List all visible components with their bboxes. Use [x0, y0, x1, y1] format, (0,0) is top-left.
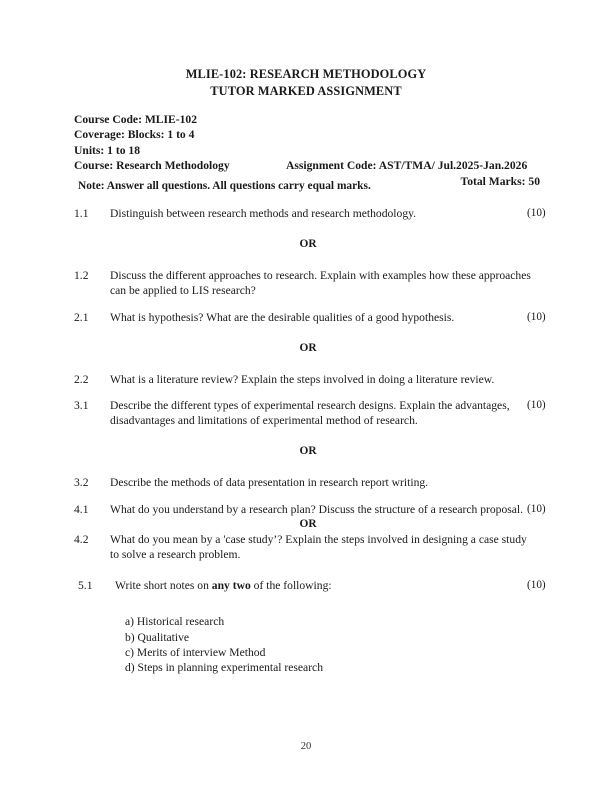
question-item [0, 206, 612, 221]
question-item [0, 475, 612, 490]
question-number: 3.1 [74, 399, 89, 413]
meta-coverage: Coverage: Blocks: 1 to 4 [74, 128, 195, 142]
meta-course-code: Course Code: MLIE-102 [74, 113, 198, 126]
spacer [0, 491, 612, 502]
list-item: c) Merits of interview Method [125, 645, 266, 659]
spacer [0, 356, 612, 372]
question-number: 2.1 [74, 310, 89, 324]
question-text-emphasis: any two [211, 579, 251, 593]
meta-course-name: Course: Research Methodology [74, 159, 230, 173]
question-number: 2.2 [74, 372, 89, 386]
question-item [0, 268, 612, 298]
question-marks: (10) [527, 399, 546, 412]
title-line-2: TUTOR MARKED ASSIGNMENT [210, 84, 402, 98]
question-text-tail: of the following: [250, 579, 332, 593]
or-separator: OR [299, 517, 317, 530]
spacer [0, 459, 612, 475]
question-text: Distinguish between research methods and research methodology. [110, 207, 417, 220]
spacer [0, 562, 612, 578]
list-item: a) Historical research [125, 615, 225, 629]
question-item [0, 398, 612, 428]
question-number: 5.1 [78, 579, 93, 593]
instructions-note: Note: Answer all questions. All questions carry equal marks. [78, 180, 371, 192]
question-text-lead: Write short notes on [115, 579, 212, 593]
meta-total-marks: Total Marks: 50 [460, 174, 540, 188]
question-number: 3.2 [74, 476, 89, 490]
spacer [0, 299, 612, 310]
or-separator: OR [299, 238, 317, 251]
meta-course-row [74, 158, 540, 173]
spacer [0, 325, 612, 341]
question-item [0, 502, 612, 517]
question-text: Describe the different types of experimental research designs. Explain the advantages, disadvantages and limitations of experimental method of research. [110, 399, 510, 428]
question-text: Describe the methods of data presentation in research report writing. [110, 476, 429, 490]
question-item [0, 372, 612, 387]
question-marks: (10) [527, 207, 546, 219]
question-number: 1.2 [74, 269, 89, 283]
question-number: 4.1 [74, 502, 89, 516]
meta-assignment-code: Assignment Code: AST/TMA/ Jul.2025-Jan.2026 [286, 159, 528, 173]
spacer [0, 428, 612, 444]
question-text: What do you mean by a 'case study’? Explain the steps involved in designing a case study to solve a research problem. [110, 532, 527, 562]
course-meta-block [74, 112, 540, 189]
question-list [0, 206, 612, 675]
question-item [0, 532, 612, 562]
question-text [115, 578, 537, 593]
question-text: Discuss the different approaches to research. Explain with examples how these approaches can be applied to LIS research? [110, 269, 531, 298]
or-separator: OR [299, 341, 317, 354]
spacer [0, 252, 612, 268]
question-text: What is a literature review? Explain the steps involved in doing a literature review. [110, 372, 495, 386]
meta-units: Units: 1 to 18 [74, 143, 141, 157]
list-item: d) Steps in planning experimental research [125, 661, 323, 675]
question-marks: (10) [527, 579, 546, 592]
question-subitem-list [125, 614, 612, 675]
question-number: 4.2 [74, 532, 89, 546]
question-item [0, 310, 612, 325]
title-line-1: MLIE-102: RESEARCH METHODOLOGY [185, 67, 427, 81]
question-text: What do you understand by a research plan? Discuss the structure of a research proposal. [110, 502, 524, 516]
or-separator: OR [299, 445, 317, 458]
question-marks: (10) [527, 502, 546, 515]
question-item [0, 578, 612, 593]
spacer [0, 387, 612, 398]
page-number: 20 [300, 741, 312, 752]
spacer [0, 221, 612, 237]
spacer [0, 593, 612, 609]
list-item: b) Qualitative [125, 630, 190, 644]
question-number: 1.1 [74, 207, 89, 220]
question-marks: (10) [527, 310, 546, 323]
page-title [0, 66, 612, 100]
question-text: What is hypothesis? What are the desirable qualities of a good hypothesis. [110, 310, 455, 324]
